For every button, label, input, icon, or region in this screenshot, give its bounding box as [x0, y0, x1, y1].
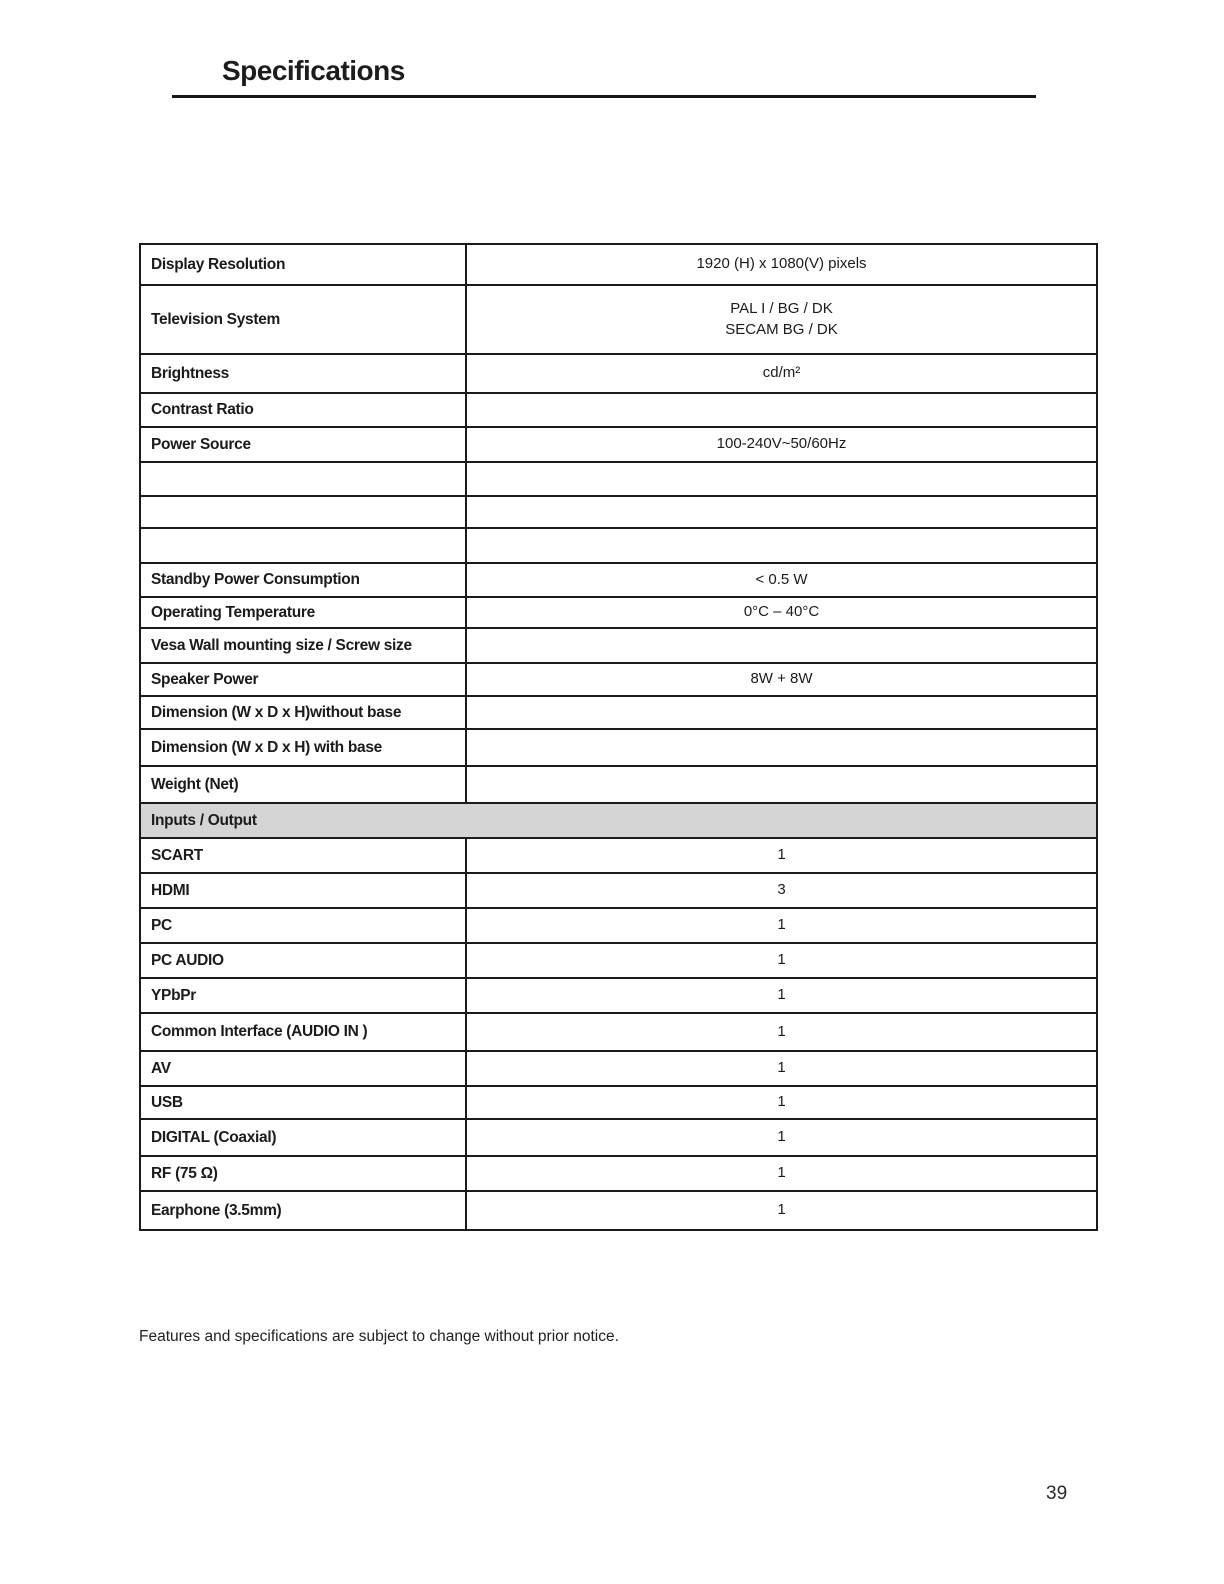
table-row [141, 1087, 1096, 1120]
spec-value: 8W + 8W [750, 670, 813, 688]
table-row [141, 1157, 1096, 1192]
spec-value: 1 [777, 1164, 786, 1182]
spec-value: 1 [777, 1022, 786, 1040]
specifications-table [139, 243, 1098, 1231]
table-section-header [141, 804, 1096, 839]
spec-label: RF (75 Ω) [141, 1157, 467, 1190]
spec-value [467, 697, 1096, 728]
table-row [141, 286, 1096, 355]
spec-label [141, 497, 467, 527]
table-row [141, 598, 1096, 629]
spec-value: 1 [777, 916, 786, 934]
table-row [141, 394, 1096, 428]
spec-label: HDMI [141, 874, 467, 907]
spec-label: Speaker Power [141, 664, 467, 695]
spec-label: Brightness [141, 355, 467, 392]
page-title: Specifications [222, 55, 405, 86]
spec-label: Contrast Ratio [141, 394, 467, 426]
spec-value: 1 [777, 986, 786, 1004]
spec-value: 1920 (H) x 1080(V) pixels [696, 255, 867, 273]
section-header-label: Inputs / Output [151, 811, 257, 829]
spec-label: Dimension (W x D x H)without base [141, 697, 467, 728]
spec-value: cd/m² [762, 364, 801, 382]
spec-value-line: SECAM BG / DK [725, 320, 838, 338]
spec-value [467, 629, 1096, 662]
spec-label: Display Resolution [141, 245, 467, 284]
spec-label: Earphone (3.5mm) [141, 1192, 467, 1229]
table-row [141, 1120, 1096, 1157]
spec-value-line: PAL I / BG / DK [730, 300, 833, 318]
table-row [141, 979, 1096, 1014]
page-number: 39 [1046, 1483, 1068, 1504]
spec-value [467, 286, 1096, 353]
table-row [141, 1014, 1096, 1052]
table-row-empty [141, 463, 1096, 497]
spec-label: PC [141, 909, 467, 942]
spec-value [467, 767, 1096, 802]
table-row [141, 697, 1096, 730]
table-row [141, 664, 1096, 697]
spec-label: Common Interface (AUDIO IN ) [141, 1014, 467, 1050]
table-row [141, 874, 1096, 909]
spec-label: SCART [141, 839, 467, 872]
table-row [141, 944, 1096, 979]
table-row [141, 839, 1096, 874]
table-row [141, 730, 1096, 767]
spec-value: 1 [777, 846, 786, 864]
spec-label: DIGITAL (Coaxial) [141, 1120, 467, 1155]
spec-value: < 0.5 W [755, 570, 808, 588]
spec-value: 1 [777, 1128, 786, 1146]
spec-label: AV [141, 1052, 467, 1085]
table-row [141, 629, 1096, 664]
table-row-empty [141, 529, 1096, 564]
table-row [141, 564, 1096, 598]
table-row [141, 355, 1096, 394]
spec-value: 0°C – 40°C [743, 603, 820, 621]
spec-label: Television System [141, 286, 467, 353]
table-row [141, 1192, 1096, 1229]
spec-label: Dimension (W x D x H) with base [141, 730, 467, 765]
spec-value [467, 463, 1096, 495]
spec-value: 1 [777, 1093, 786, 1111]
footer-note: Features and specifications are subject to change without prior notice. [139, 1328, 619, 1345]
spec-label: Power Source [141, 428, 467, 461]
spec-label: USB [141, 1087, 467, 1118]
spec-label: Weight (Net) [141, 767, 467, 802]
spec-value [467, 497, 1096, 527]
table-row [141, 1052, 1096, 1087]
spec-label [141, 529, 467, 562]
spec-label: Operating Temperature [141, 598, 467, 627]
spec-value [467, 730, 1096, 765]
spec-label: Standby Power Consumption [141, 564, 467, 596]
spec-value: 1 [777, 951, 786, 969]
spec-value: 100-240V~50/60Hz [716, 435, 847, 453]
table-row [141, 909, 1096, 944]
spec-label: Vesa Wall mounting size / Screw size [141, 629, 467, 662]
table-row [141, 767, 1096, 804]
spec-label: YPbPr [141, 979, 467, 1012]
table-row [141, 428, 1096, 463]
table-row [141, 245, 1096, 286]
table-row-empty [141, 497, 1096, 529]
spec-value: 3 [777, 881, 786, 899]
spec-label [141, 463, 467, 495]
title-underline [172, 95, 1036, 98]
spec-value: 1 [777, 1059, 786, 1077]
spec-label: PC AUDIO [141, 944, 467, 977]
spec-value [467, 529, 1096, 562]
spec-value [467, 394, 1096, 426]
spec-value: 1 [777, 1201, 786, 1219]
